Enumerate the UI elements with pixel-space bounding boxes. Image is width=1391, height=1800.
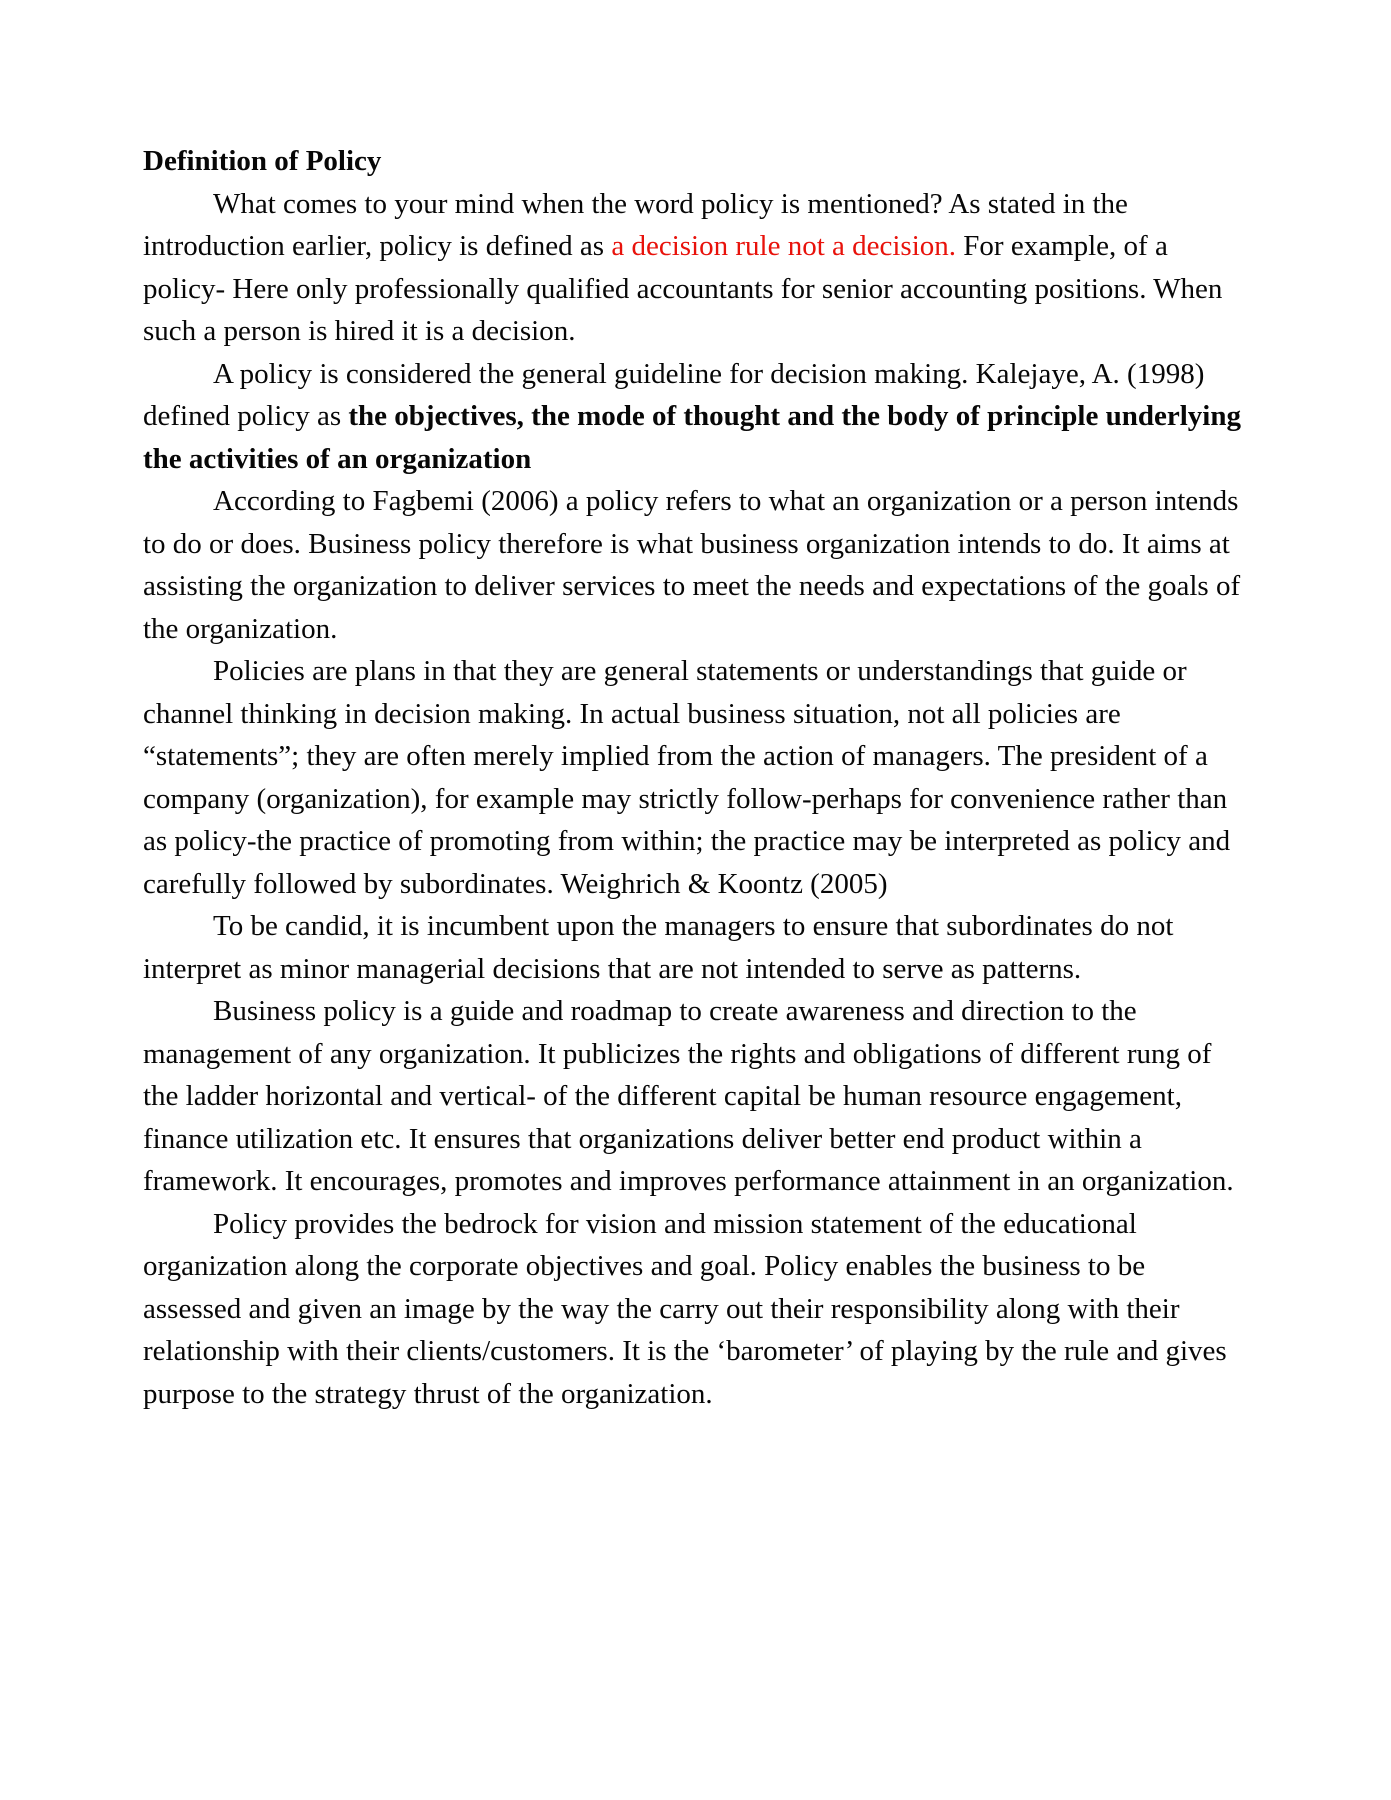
paragraph-fagbemi-definition [143,480,1248,650]
paragraph-text: Policy provides the bedrock for vision and mission statement of the educational organization along the corporate objectives and goal. Policy enables the business to be assessed and given an image by the way the carry out their responsibility along with their relationship with their clients/customers. It is the ‘barometer’ of playing by the rule and gives purpose to the strategy thrust of the organization. [143,1207,1227,1410]
bold-definition-text: the objectives, the mode of thought and the body of principle underlying the activities of an organization [143,400,1241,475]
paragraph-text: Business policy is a guide and roadmap to create awareness and direction to the management of any organization. It publicizes the rights and obligations of different rung of the ladder horizontal and vertical- of the different capital be human resource engagement, finance utilization etc. It ensures that organizations deliver better end product within a framework. It encourages, promotes and improves performance attainment in an organization. [143,995,1234,1197]
document-heading: Definition of Policy [143,145,382,177]
paragraph-text: What comes to your mind when the word policy is mentioned? As stated in the introduction earlier, policy is defined as [143,187,1128,262]
paragraph-text: A policy is considered the general guideline for decision making. Kalejaye, A. (1998) defined policy as [143,357,1205,432]
paragraph-kalejaye-definition [143,353,1248,481]
paragraph-text: According to Fagbemi (2006) a policy refers to what an organization or a person intends to do or does. Business policy therefore is what business organization intends to do. It aims at assisting the organization to deliver services to meet the needs and expectations of the goals of the organization. [143,485,1241,645]
paragraph-text: Policies are plans in that they are general statements or understandings that guide or channel thinking in decision making. In actual business situation, not all policies are “statements”; they are often merely implied from the action of managers. The president of a company (organization), for example may strictly follow-perhaps for convenience rather than as policy-the practice of promoting from within; the practice may be interpreted as policy and carefully followed by subordinates. Weighrich & Koontz (2005) [143,655,1231,900]
paragraph-business-policy-guide [143,990,1248,1203]
paragraph-policy-bedrock [143,1203,1248,1416]
paragraph-policies-are-plans [143,650,1248,905]
highlighted-definition-text: a decision rule not a decision. [611,230,957,262]
paragraph-text: To be candid, it is incumbent upon the managers to ensure that subordinates do not interpret as minor managerial decisions that are not intended to serve as patterns. [143,910,1174,985]
paragraph-managers-candid [143,905,1248,990]
paragraph-text: For example, of a policy- Here only professionally qualified accountants for senior accounting positions. When such a person is hired it is a decision. [143,230,1223,347]
paragraph-definition-intro [143,183,1248,353]
